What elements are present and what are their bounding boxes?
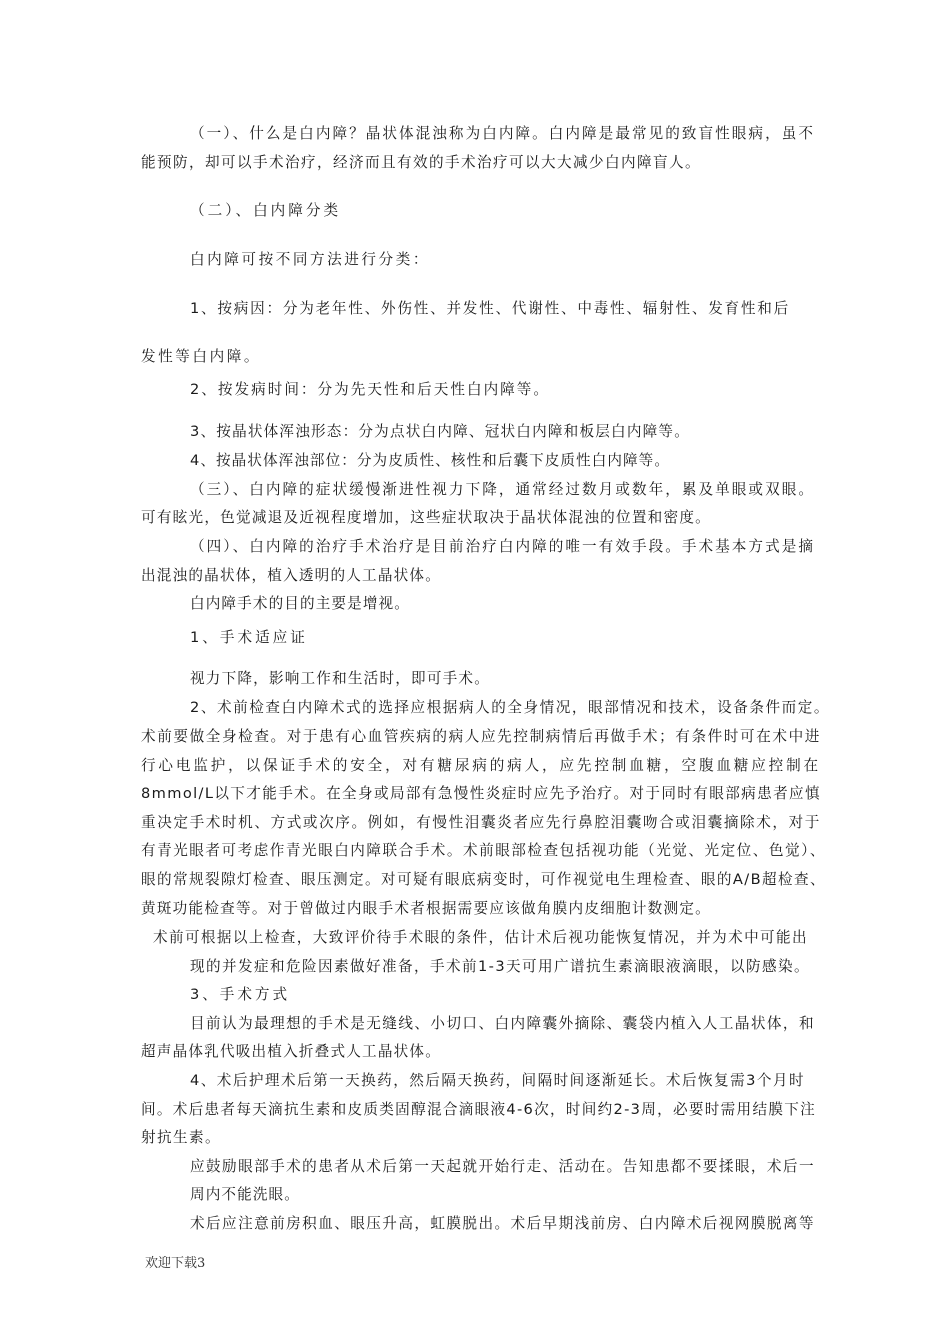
- section-heading: （二）、白内障分类: [190, 202, 342, 219]
- text-line: 重决定手术时机、方式或次序。例如，有慢性泪囊炎者应先行鼻腔泪囊吻合或泪囊摘除术，对于: [141, 814, 821, 831]
- text-line: 视力下降，影响工作和生活时，即可手术。: [190, 670, 490, 687]
- text-line: 白内障手术的目的主要是增视。: [190, 595, 410, 612]
- text-line: 行心电监护，以保证手术的安全，对有糖尿病的病人，应先控制血糖，空腹血糖应控制在: [141, 757, 821, 774]
- list-item-continuation: 发性等白内障。: [141, 348, 261, 365]
- text-line: 射抗生素。: [141, 1129, 221, 1146]
- text-line: 白内障可按不同方法进行分类：: [190, 251, 430, 268]
- list-item: 3、按晶状体浑浊形态：分为点状白内障、冠状白内障和板层白内障等。: [190, 423, 690, 440]
- text-line: 8mmol/L以下才能手术。在全身或局部有急慢性炎症时应先予治疗。对于同时有眼部病患者应慎: [141, 785, 821, 802]
- text-line: 现的并发症和危险因素做好准备，手术前1-3天可用广谱抗生素滴眼液滴眼，以防感染。: [190, 958, 810, 975]
- list-item: 4、按晶状体浑浊部位：分为皮质性、核性和后囊下皮质性白内障等。: [190, 452, 670, 469]
- text-line: 4、术后护理术后第一天换药，然后隔天换药，间隔时间逐渐延长。术后恢复需3个月时: [190, 1072, 805, 1089]
- text-line: 可有眩光，色觉减退及近视程度增加，这些症状取决于晶状体混浊的位置和密度。: [141, 509, 711, 526]
- text-line: 能预防，却可以手术治疗，经济而且有效的手术治疗可以大大减少白内障盲人。: [141, 154, 701, 171]
- text-line: （三）、白内障的症状缓慢渐进性视力下降，通常经过数月或数年，累及单眼或双眼。: [190, 481, 815, 498]
- subsection-heading: 1、手术适应证: [190, 629, 308, 646]
- text-line: 间。术后患者每天滴抗生素和皮质类固醇混合滴眼液4-6次，时间约2-3周，必要时需用结膜下注: [141, 1101, 816, 1118]
- list-item: 1、按病因：分为老年性、外伤性、并发性、代谢性、中毒性、辐射性、发育性和后: [190, 300, 790, 317]
- page-footer: 欢迎下载3: [145, 1256, 206, 1271]
- text-line: 出混浊的晶状体，植入透明的人工晶状体。: [141, 567, 441, 584]
- text-line: （一）、什么是白内障？晶状体混浊称为白内障。白内障是最常见的致盲性眼病，虽不: [190, 125, 815, 142]
- text-line: 应鼓励眼部手术的患者从术后第一天起就开始行走、活动在。告知患都不要揉眼，术后一: [190, 1158, 815, 1175]
- text-line: 目前认为最理想的手术是无缝线、小切口、白内障囊外摘除、囊袋内植入人工晶状体，和: [190, 1015, 815, 1032]
- text-line: 有青光眼者可考虑作青光眼白内障联合手术。术前眼部检查包括视功能（光觉、光定位、色觉）、: [141, 842, 826, 859]
- text-line: 周内不能洗眼。: [190, 1186, 300, 1203]
- list-item: 2、按发病时间：分为先天性和后天性白内障等。: [190, 381, 550, 398]
- subsection-heading: 3、手术方式: [190, 986, 290, 1003]
- text-line: 超声晶体乳代吸出植入折叠式人工晶状体。: [141, 1043, 441, 1060]
- text-line: 术前可根据以上检查，大致评价待手术眼的条件，估计术后视功能恢复情况，并为术中可能出: [153, 929, 808, 946]
- text-line: （四）、白内障的治疗手术治疗是目前治疗白内障的唯一有效手段。手术基本方式是摘: [190, 538, 815, 555]
- text-line: 眼的常规裂隙灯检查、眼压测定。对可疑有眼底病变时，可作视觉电生理检查、眼的A/B超检查、: [141, 871, 826, 888]
- text-line: 术前要做全身检查。对于患有心血管疾病的病人应先控制病情后再做手术；有条件时可在术中进: [141, 728, 821, 745]
- text-line: 黄斑功能检查等。对于曾做过内眼手术者根据需要应该做角膜内皮细胞计数测定。: [141, 900, 711, 917]
- text-line: 2、术前检查白内障术式的选择应根据病人的全身情况，眼部情况和技术，设备条件而定。: [190, 699, 830, 716]
- text-line: 术后应注意前房积血、眼压升高，虹膜脱出。术后早期浅前房、白内障术后视网膜脱离等: [190, 1215, 815, 1232]
